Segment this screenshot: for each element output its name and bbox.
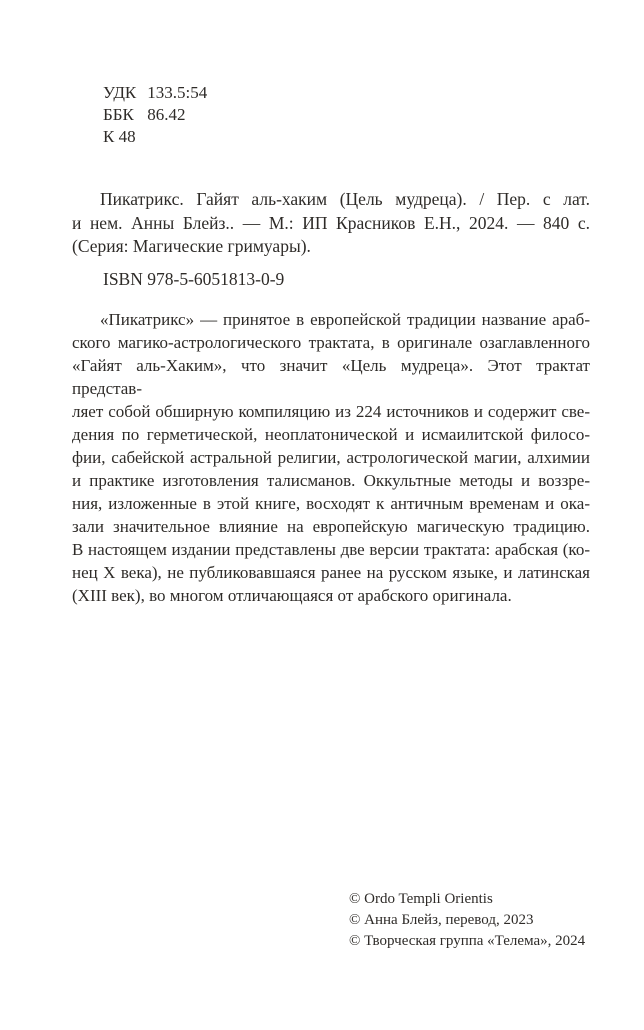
text-line: © Анна Блейз, перевод, 2023 xyxy=(349,912,534,928)
bibliographic-record xyxy=(72,188,590,259)
bbk-label: ББК xyxy=(103,105,134,124)
annotation-paragraph xyxy=(72,308,590,607)
text-line: ния, изложенные в этой книге, восходят к античным временам и ока- xyxy=(72,494,590,513)
text-line: Пикатрикс. Гайят аль-хаким (Цель мудреца). / Пер. с лат. xyxy=(100,189,590,209)
text-line: В настоящем издании представлены две версии трактата: арабская (ко- xyxy=(72,540,590,559)
copyright-block xyxy=(349,889,585,952)
classification-block xyxy=(103,82,207,148)
isbn-line: ISBN 978-5-6051813-0-9 xyxy=(103,269,285,289)
text-line: ского магико-астрологического трактата, в оригинале озаглавленного xyxy=(72,333,590,352)
text-line: фии, сабейской астральной религии, астрологической магии, алхимии xyxy=(72,448,590,467)
text-line: ляет собой обширную компиляцию из 224 источников и содержит све- xyxy=(72,402,590,421)
author-sign: К 48 xyxy=(103,127,136,146)
udk-line xyxy=(103,82,207,104)
udk-label: УДК xyxy=(103,83,137,102)
text-line: (XIII век), во многом отличающаяся от арабского оригинала. xyxy=(72,586,512,605)
bbk-line xyxy=(103,104,207,126)
text-line: «Гайят аль-Хаким», что значит «Цель мудреца». Этот трактат представ- xyxy=(72,356,590,398)
text-line: © Творческая группа «Телема», 2024 xyxy=(349,933,586,949)
text-line: и нем. Анны Блейз.. — М.: ИП Красников Е.Н., 2024. — 840 с. xyxy=(72,212,590,233)
text-line: «Пикатрикс» — принятое в европейской традиции название араб- xyxy=(100,310,590,329)
udk-value: 133.5:54 xyxy=(147,83,208,102)
text-line: (Серия: Магические гримуары). xyxy=(72,236,311,256)
text-line: нец X века), не публиковавшаяся ранее на русском языке, и латинская xyxy=(72,563,590,582)
text-line: и практике изготовления талисманов. Оккультные методы и воззре- xyxy=(72,471,590,490)
bbk-value: 86.42 xyxy=(147,105,186,124)
text-line: зали значительное влияние на европейскую магическую традицию. xyxy=(72,517,590,536)
text-line: дения по герметической, неоплатонической и исмаилитской филосо- xyxy=(72,425,590,444)
text-line: © Ordo Templi Orientis xyxy=(349,891,493,907)
